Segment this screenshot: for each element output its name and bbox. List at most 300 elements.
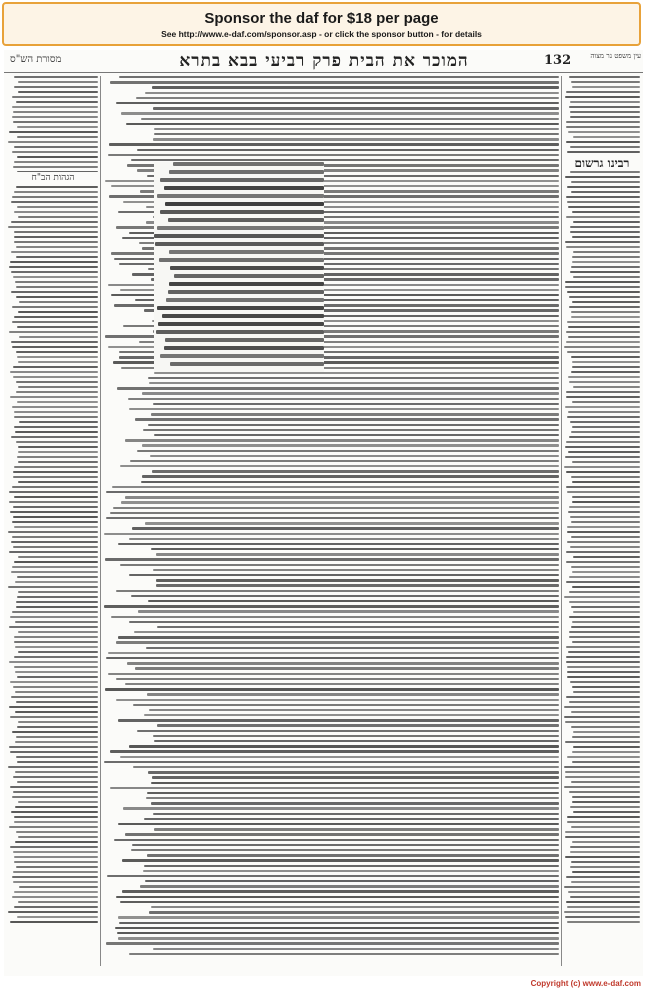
- text-line: [104, 761, 559, 763]
- text-line: [16, 601, 98, 603]
- text-line: [15, 806, 98, 808]
- text-line: [16, 351, 98, 353]
- text-line: [568, 451, 640, 453]
- text-line: [14, 641, 98, 643]
- text-line: [16, 866, 98, 868]
- text-line: [12, 196, 98, 198]
- text-line: [119, 76, 559, 78]
- text-line: [569, 701, 640, 703]
- text-line: [14, 316, 98, 318]
- text-line: [571, 181, 640, 183]
- text-line: [16, 296, 98, 298]
- text-line: [104, 605, 559, 607]
- text-line: [570, 806, 640, 808]
- text-line: [567, 756, 640, 758]
- text-line: [170, 362, 324, 366]
- text-line: [12, 486, 98, 488]
- text-line: [564, 596, 640, 598]
- text-line: [17, 206, 98, 208]
- text-line: [566, 646, 640, 648]
- text-line: [14, 636, 98, 638]
- text-line: [113, 507, 559, 509]
- text-line: [572, 261, 640, 263]
- text-line: [566, 441, 640, 443]
- text-line: [572, 366, 640, 368]
- sponsor-details-link[interactable]: See http://www.e-daf.com/sponsor.asp - or click the sponsor button - for details: [161, 29, 482, 39]
- text-line: [170, 266, 324, 270]
- text-line: [12, 346, 98, 348]
- text-line: [128, 398, 559, 400]
- text-line: [568, 131, 640, 133]
- text-line: [567, 151, 640, 153]
- text-line: [9, 826, 98, 828]
- text-line: [570, 516, 640, 518]
- text-line: [16, 256, 98, 258]
- text-line: [134, 631, 559, 633]
- text-line: [159, 258, 324, 262]
- text-line: [567, 186, 640, 188]
- text-line: [571, 356, 640, 358]
- text-line: [13, 476, 98, 478]
- talmud-page: [4, 50, 643, 976]
- text-line: [569, 591, 640, 593]
- text-line: [571, 316, 640, 318]
- text-line: [14, 526, 98, 528]
- text-line: [17, 401, 98, 403]
- text-line: [12, 521, 98, 523]
- text-line: [569, 296, 640, 298]
- left-divider: [100, 76, 101, 966]
- text-line: [568, 206, 640, 208]
- text-line: [571, 881, 640, 883]
- text-line: [116, 896, 559, 898]
- text-line: [143, 870, 559, 872]
- text-line: [568, 336, 640, 338]
- text-line: [18, 721, 98, 723]
- text-line: [151, 802, 559, 804]
- text-line: [571, 266, 640, 268]
- text-line: [152, 470, 559, 472]
- text-line: [107, 875, 559, 877]
- text-line: [129, 745, 559, 747]
- text-line: [109, 143, 559, 145]
- text-line: [141, 118, 559, 120]
- text-line: [12, 731, 98, 733]
- text-line: [571, 711, 640, 713]
- text-line: [567, 821, 640, 823]
- text-line: [564, 466, 640, 468]
- sponsor-banner[interactable]: [2, 2, 641, 46]
- text-line: [140, 885, 559, 887]
- text-line: [12, 96, 98, 98]
- text-line: [151, 906, 559, 908]
- text-line: [120, 465, 559, 467]
- text-line: [131, 849, 559, 851]
- text-line: [11, 271, 98, 273]
- text-line: [565, 741, 640, 743]
- text-line: [116, 102, 559, 104]
- text-line: [572, 236, 640, 238]
- text-line: [153, 735, 559, 737]
- text-line: [15, 671, 98, 673]
- text-line: [12, 306, 98, 308]
- text-line: [122, 890, 559, 892]
- text-line: [565, 856, 640, 858]
- text-line: [16, 286, 98, 288]
- text-line: [126, 123, 559, 125]
- text-line: [567, 491, 640, 493]
- text-line: [125, 439, 559, 441]
- text-line: [566, 551, 640, 553]
- text-line: [11, 201, 98, 203]
- text-line: [566, 331, 640, 333]
- text-line: [149, 911, 559, 913]
- text-line: [569, 381, 640, 383]
- text-line: [565, 776, 640, 778]
- text-line: [572, 461, 640, 463]
- text-line: [566, 246, 640, 248]
- text-line: [569, 576, 640, 578]
- text-line: [121, 112, 559, 114]
- text-line: [565, 836, 640, 838]
- text-line: [13, 276, 98, 278]
- text-line: [15, 431, 98, 433]
- text-line: [571, 726, 640, 728]
- text-line: [12, 106, 98, 108]
- text-line: [155, 242, 324, 246]
- text-line: [144, 865, 559, 867]
- text-line: [11, 221, 98, 223]
- text-line: [567, 531, 640, 533]
- text-line: [156, 330, 324, 334]
- text-line: [149, 709, 559, 711]
- text-line: [16, 441, 98, 443]
- text-line: [17, 356, 98, 358]
- text-line: [569, 791, 640, 793]
- text-line: [129, 408, 559, 410]
- text-line: [137, 730, 559, 732]
- text-line: [565, 281, 640, 283]
- gemara-text: [154, 162, 324, 372]
- text-line: [566, 661, 640, 663]
- text-line: [571, 191, 640, 193]
- text-line: [566, 471, 640, 473]
- text-line: [566, 126, 640, 128]
- text-line: [164, 346, 324, 350]
- text-line: [112, 486, 559, 488]
- text-line: [567, 291, 640, 293]
- text-line: [154, 234, 324, 238]
- text-line: [11, 291, 98, 293]
- text-line: [572, 761, 640, 763]
- text-line: [136, 97, 559, 99]
- text-line: [110, 750, 559, 752]
- text-line: [565, 831, 640, 833]
- text-line: [571, 521, 640, 523]
- text-line: [573, 251, 640, 253]
- text-line: [570, 851, 640, 853]
- text-line: [566, 696, 640, 698]
- text-line: [13, 111, 98, 113]
- text-line: [567, 666, 640, 668]
- text-line: [18, 386, 98, 388]
- text-line: [566, 91, 640, 93]
- text-line: [566, 561, 640, 563]
- text-line: [8, 226, 98, 228]
- text-line: [118, 823, 559, 825]
- text-line: [13, 776, 98, 778]
- text-line: [111, 616, 559, 618]
- text-line: [17, 916, 98, 918]
- text-line: [149, 382, 559, 384]
- text-line: [566, 396, 640, 398]
- text-line: [572, 621, 640, 623]
- text-line: [160, 178, 324, 182]
- text-line: [120, 901, 559, 903]
- text-line: [17, 576, 98, 578]
- text-line: [151, 413, 559, 415]
- text-line: [108, 652, 559, 654]
- text-line: [14, 416, 98, 418]
- text-line: [567, 526, 640, 528]
- text-line: [567, 816, 640, 818]
- text-line: [18, 801, 98, 803]
- text-line: [17, 781, 98, 783]
- text-line: [564, 346, 640, 348]
- text-line: [12, 151, 98, 153]
- text-line: [568, 511, 640, 513]
- text-line: [105, 558, 559, 560]
- text-line: [569, 436, 640, 438]
- text-line: [13, 871, 98, 873]
- text-line: [153, 107, 559, 109]
- text-line: [572, 841, 640, 843]
- text-line: [571, 536, 640, 538]
- text-line: [15, 741, 98, 743]
- text-line: [572, 571, 640, 573]
- text-line: [154, 740, 559, 742]
- text-line: [165, 338, 324, 342]
- text-line: [18, 901, 98, 903]
- text-line: [157, 626, 559, 628]
- text-line: [14, 816, 98, 818]
- text-line: [148, 771, 559, 773]
- text-line: [117, 387, 559, 389]
- text-line: [570, 171, 640, 173]
- text-line: [14, 496, 98, 498]
- text-line: [565, 446, 640, 448]
- text-line: [144, 714, 559, 716]
- text-line: [18, 216, 98, 218]
- text-line: [17, 136, 98, 138]
- text-line: [9, 266, 98, 268]
- text-line: [564, 706, 640, 708]
- text-line: [572, 481, 640, 483]
- text-line: [16, 606, 98, 608]
- text-line: [570, 681, 640, 683]
- text-line: [16, 736, 98, 738]
- text-line: [566, 581, 640, 583]
- text-line: [567, 676, 640, 678]
- text-line: [14, 426, 98, 428]
- text-line: [11, 541, 98, 543]
- text-line: [129, 538, 559, 540]
- text-line: [137, 450, 559, 452]
- text-line: [14, 161, 98, 163]
- text-line: [571, 826, 640, 828]
- right-margin-text: [564, 76, 640, 966]
- text-line: [571, 626, 640, 628]
- text-line: [16, 246, 98, 248]
- page-number: 132: [544, 53, 572, 68]
- text-line: [152, 776, 559, 778]
- text-line: [148, 377, 559, 379]
- text-line: [117, 932, 559, 934]
- text-line: [14, 561, 98, 563]
- text-line: [151, 782, 559, 784]
- text-line: [123, 807, 559, 809]
- text-line: [154, 128, 559, 130]
- text-line: [11, 696, 98, 698]
- text-line: [14, 76, 98, 78]
- text-line: [572, 496, 640, 498]
- text-line: [13, 791, 98, 793]
- text-line: [567, 541, 640, 543]
- text-line: [18, 361, 98, 363]
- text-line: [10, 371, 98, 373]
- text-line: [14, 906, 98, 908]
- text-line: [11, 811, 98, 813]
- text-line: [565, 771, 640, 773]
- text-line: [152, 86, 559, 88]
- text-line: [13, 366, 98, 368]
- text-line: [12, 566, 98, 568]
- text-line: [569, 601, 640, 603]
- text-line: [156, 553, 559, 555]
- text-line: [11, 251, 98, 253]
- text-line: [566, 196, 640, 198]
- text-line: [160, 210, 324, 214]
- text-line: [571, 566, 640, 568]
- text-line: [168, 218, 324, 222]
- text-line: [568, 376, 640, 378]
- text-line: [565, 286, 640, 288]
- text-line: [17, 726, 98, 728]
- text-line: [14, 666, 98, 668]
- text-line: [10, 511, 98, 513]
- text-line: [121, 501, 559, 503]
- text-line: [13, 516, 98, 518]
- text-line: [14, 891, 98, 893]
- text-line: [147, 792, 559, 794]
- text-line: [567, 671, 640, 673]
- text-line: [105, 688, 559, 690]
- text-line: [568, 326, 640, 328]
- text-line: [570, 231, 640, 233]
- text-line: [146, 647, 559, 649]
- text-line: [116, 678, 559, 680]
- text-line: [133, 766, 559, 768]
- text-line: [9, 551, 98, 553]
- text-line: [570, 896, 640, 898]
- text-line: [127, 662, 559, 664]
- text-line: [12, 406, 98, 408]
- text-line: [110, 512, 559, 514]
- text-line: [14, 411, 98, 413]
- text-line: [12, 116, 98, 118]
- text-line: [573, 136, 640, 138]
- text-line: [125, 496, 559, 498]
- text-line: [13, 881, 98, 883]
- text-line: [573, 556, 640, 558]
- text-line: [108, 673, 559, 675]
- text-line: [156, 579, 559, 581]
- text-line: [566, 141, 640, 143]
- text-line: [17, 326, 98, 328]
- text-line: [570, 101, 640, 103]
- text-line: [8, 141, 98, 143]
- text-line: [19, 886, 98, 888]
- text-line: [8, 531, 98, 533]
- text-line: [157, 724, 559, 726]
- text-line: [566, 901, 640, 903]
- text-line: [572, 256, 640, 258]
- text-line: [566, 486, 640, 488]
- text-line: [14, 146, 98, 148]
- text-line: [164, 186, 324, 190]
- text-line: [160, 354, 324, 358]
- text-line: [120, 564, 559, 566]
- text-line: [9, 626, 98, 628]
- text-line: [130, 460, 559, 462]
- text-line: [573, 691, 640, 693]
- sponsor-title: Sponsor the daf for $18 per page: [204, 10, 439, 27]
- text-line: [141, 481, 559, 483]
- right-margin-column: [564, 76, 640, 966]
- text-line: [153, 948, 559, 950]
- text-line: [13, 121, 98, 123]
- text-line: [17, 156, 98, 158]
- text-line: [116, 699, 559, 701]
- text-line: [150, 455, 559, 457]
- text-line: [166, 298, 324, 302]
- text-line: [13, 376, 98, 378]
- text-line: [9, 131, 98, 133]
- text-line: [570, 421, 640, 423]
- text-line: [133, 704, 559, 706]
- text-line: [565, 721, 640, 723]
- text-line: [573, 746, 640, 748]
- text-line: [10, 846, 98, 848]
- text-line: [8, 586, 98, 588]
- text-line: [125, 683, 559, 685]
- text-line: [18, 91, 98, 93]
- text-line: [573, 386, 640, 388]
- copyright-link[interactable]: Copyright (c) www.e-daf.com: [530, 979, 641, 988]
- text-line: [9, 501, 98, 503]
- text-line: [106, 491, 559, 493]
- text-line: [142, 392, 559, 394]
- text-line: [569, 76, 640, 78]
- text-line: [10, 261, 98, 263]
- text-line: [566, 341, 640, 343]
- text-line: [9, 746, 98, 748]
- text-line: [572, 686, 640, 688]
- text-line: [571, 606, 640, 608]
- text-line: [564, 786, 640, 788]
- text-line: [567, 201, 640, 203]
- text-line: [14, 231, 98, 233]
